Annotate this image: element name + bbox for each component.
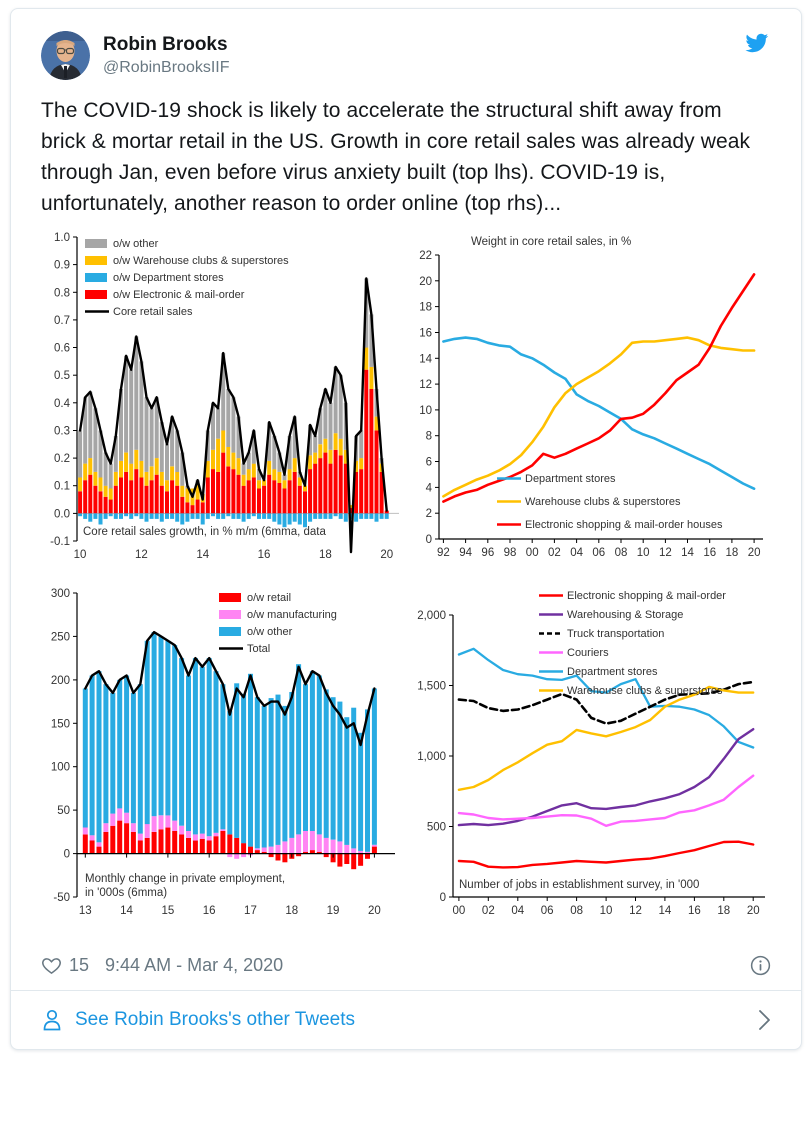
avatar-image: [41, 31, 90, 80]
svg-text:Truck transportation: Truck transportation: [567, 628, 665, 640]
svg-text:10: 10: [599, 905, 613, 917]
svg-text:0.6: 0.6: [54, 342, 70, 355]
svg-text:0.3: 0.3: [54, 425, 70, 438]
svg-text:150: 150: [50, 718, 70, 731]
heart-icon: [41, 956, 62, 976]
svg-text:12: 12: [135, 549, 148, 561]
svg-text:18: 18: [319, 549, 332, 561]
svg-text:in '000s (6mma): in '000s (6mma): [85, 887, 168, 899]
svg-text:20: 20: [367, 905, 381, 917]
svg-text:100: 100: [50, 761, 70, 774]
svg-text:18: 18: [419, 301, 432, 314]
tweet-main: [11, 9, 801, 941]
svg-text:10: 10: [73, 549, 87, 561]
svg-text:16: 16: [257, 549, 271, 561]
svg-text:16: 16: [419, 327, 432, 340]
chart-core-retail-growth: [41, 229, 407, 575]
svg-text:Number of jobs in establishmen: Number of jobs in establishment survey, in '000: [459, 879, 700, 891]
svg-text:-50: -50: [53, 892, 70, 904]
chevron-right-icon[interactable]: [758, 1009, 771, 1031]
svg-text:o/w retail: o/w retail: [247, 592, 292, 604]
svg-text:04: 04: [511, 905, 525, 917]
svg-text:0.0: 0.0: [54, 508, 70, 521]
svg-text:Weight in core retail sales, i: Weight in core retail sales, in %: [471, 236, 632, 248]
svg-text:o/w Electronic & mail-order: o/w Electronic & mail-order: [113, 289, 245, 301]
svg-text:Electronic shopping & mail-ord: Electronic shopping & mail-order houses: [525, 519, 723, 531]
svg-text:0.7: 0.7: [54, 314, 70, 327]
svg-text:14: 14: [120, 905, 133, 917]
svg-text:o/w other: o/w other: [113, 238, 159, 250]
svg-text:08: 08: [570, 905, 584, 917]
like-button[interactable]: [41, 955, 89, 976]
svg-text:20: 20: [746, 905, 760, 917]
svg-text:08: 08: [614, 547, 628, 559]
svg-text:04: 04: [570, 547, 583, 559]
svg-text:o/w Department stores: o/w Department stores: [113, 272, 224, 284]
timestamp[interactable]: 9:44 AM - Mar 4, 2020: [105, 955, 284, 975]
svg-text:14: 14: [419, 353, 432, 366]
svg-text:200: 200: [50, 674, 70, 687]
svg-text:18: 18: [725, 547, 739, 559]
svg-text:0.2: 0.2: [54, 453, 70, 466]
svg-text:14: 14: [196, 549, 210, 561]
svg-text:1,000: 1,000: [417, 751, 446, 763]
see-other-tweets-link[interactable]: See Robin Brooks's other Tweets: [75, 1009, 355, 1030]
svg-text:10: 10: [419, 404, 432, 417]
like-count: 15: [69, 955, 90, 975]
charts-image[interactable]: [41, 229, 771, 931]
svg-text:0.9: 0.9: [54, 259, 70, 272]
svg-text:0.4: 0.4: [54, 397, 70, 410]
chart-weight-core-retail: [409, 229, 775, 575]
svg-text:0.1: 0.1: [54, 480, 70, 493]
svg-text:19: 19: [326, 905, 340, 917]
svg-text:Department stores: Department stores: [567, 666, 658, 678]
svg-text:Monthly change in private empl: Monthly change in private employment,: [85, 873, 286, 885]
svg-text:22: 22: [419, 250, 432, 262]
svg-text:Couriers: Couriers: [567, 647, 609, 659]
svg-text:14: 14: [681, 547, 694, 559]
svg-text:02: 02: [481, 905, 495, 917]
chart-jobs-establishment: [409, 585, 775, 931]
svg-text:1.0: 1.0: [54, 232, 70, 244]
svg-text:2: 2: [425, 508, 432, 521]
tweet-body-text: The COVID-19 shock is likely to accelerate the structural shift away from brick & mortar retail in the US. Growth in core retail sales was already weak through Jan, even before virus anxiety built (top lhs). COVID-19 is, unfortunately, another reason to order online (top rhs)...: [41, 99, 751, 215]
svg-text:02: 02: [547, 547, 561, 559]
tweet-header: [41, 31, 771, 80]
svg-text:18: 18: [285, 905, 299, 917]
svg-text:0.8: 0.8: [54, 287, 70, 300]
svg-text:96: 96: [481, 547, 495, 559]
svg-text:o/w manufacturing: o/w manufacturing: [247, 609, 337, 621]
svg-text:16: 16: [687, 905, 701, 917]
svg-text:-0.1: -0.1: [50, 536, 70, 548]
svg-text:92: 92: [437, 547, 450, 559]
svg-text:Core retail sales: Core retail sales: [113, 306, 193, 318]
svg-text:Total: Total: [247, 643, 271, 655]
stats-row: [11, 941, 801, 990]
svg-text:20: 20: [419, 275, 432, 288]
svg-text:10: 10: [636, 547, 650, 559]
twitter-bird-icon[interactable]: [742, 31, 771, 55]
svg-text:1,500: 1,500: [417, 680, 446, 693]
svg-text:06: 06: [592, 547, 606, 559]
svg-text:12: 12: [629, 905, 642, 917]
svg-text:Department stores: Department stores: [525, 473, 616, 485]
svg-text:300: 300: [50, 588, 70, 600]
svg-text:16: 16: [202, 905, 216, 917]
svg-text:Core retail sales growth, in %: Core retail sales growth, in % m/m (6mma, data: [83, 526, 326, 538]
svg-text:17: 17: [244, 905, 257, 917]
chart-private-employment: [41, 585, 407, 931]
svg-text:0.5: 0.5: [54, 370, 70, 383]
svg-text:06: 06: [540, 905, 554, 917]
svg-text:13: 13: [78, 905, 92, 917]
svg-text:98: 98: [503, 547, 517, 559]
svg-text:00: 00: [452, 905, 466, 917]
svg-text:250: 250: [50, 631, 70, 644]
info-icon[interactable]: [750, 955, 771, 976]
svg-text:Warehousing & Storage: Warehousing & Storage: [567, 609, 684, 621]
svg-text:12: 12: [419, 379, 432, 392]
tweet-card: [10, 8, 802, 1050]
svg-text:8: 8: [425, 430, 432, 443]
avatar[interactable]: [41, 31, 90, 80]
svg-text:20: 20: [380, 549, 394, 561]
author-name[interactable]: Robin Brooks: [103, 34, 228, 55]
svg-text:500: 500: [426, 821, 446, 834]
svg-text:94: 94: [459, 547, 473, 559]
svg-text:12: 12: [658, 547, 672, 559]
svg-text:Warehouse clubs & superstores: Warehouse clubs & superstores: [567, 685, 723, 697]
svg-text:20: 20: [747, 547, 761, 559]
svg-text:o/w Warehouse clubs & supersto: o/w Warehouse clubs & superstores: [113, 255, 289, 267]
svg-text:Warehouse clubs & superstores: Warehouse clubs & superstores: [525, 496, 681, 508]
svg-text:0: 0: [63, 848, 70, 861]
svg-text:4: 4: [425, 482, 432, 495]
footer-bar[interactable]: [11, 991, 801, 1049]
svg-text:o/w other: o/w other: [247, 626, 293, 638]
svg-text:50: 50: [57, 805, 70, 818]
author-handle[interactable]: @RobinBrooksIIF: [103, 59, 230, 76]
svg-text:16: 16: [703, 547, 717, 559]
svg-text:0: 0: [425, 534, 432, 546]
svg-text:Electronic shopping & mail-ord: Electronic shopping & mail-order: [567, 590, 726, 602]
svg-text:0: 0: [439, 892, 446, 904]
author-block: [103, 31, 230, 78]
svg-text:2,000: 2,000: [417, 610, 446, 622]
svg-text:14: 14: [658, 905, 672, 917]
svg-text:6: 6: [425, 456, 432, 469]
svg-text:18: 18: [717, 905, 731, 917]
svg-text:00: 00: [525, 547, 539, 559]
svg-text:15: 15: [161, 905, 175, 917]
person-icon: [41, 1008, 63, 1032]
